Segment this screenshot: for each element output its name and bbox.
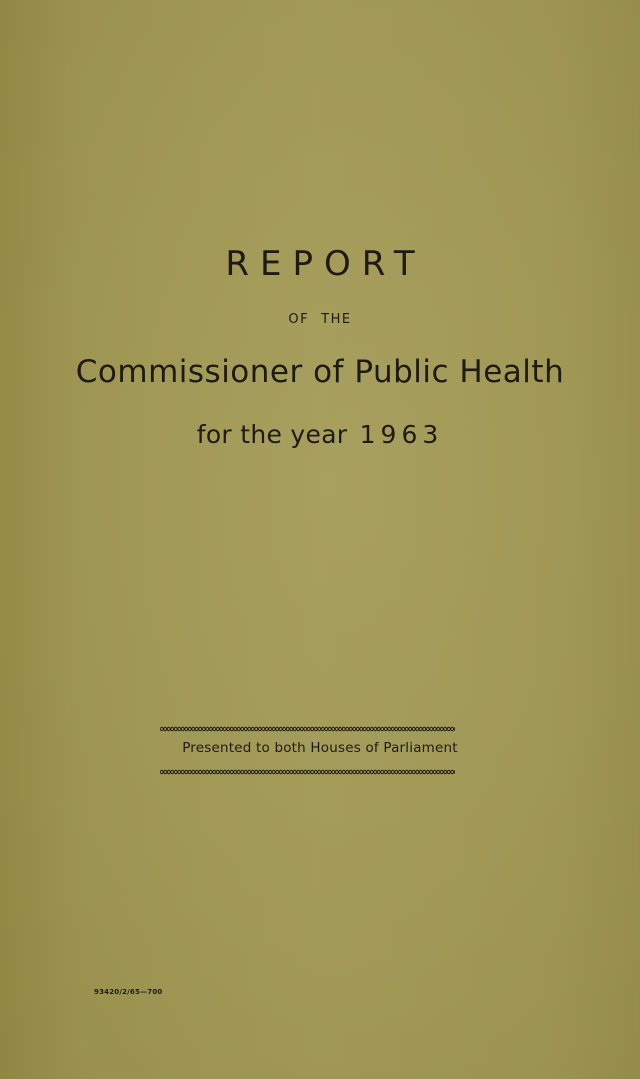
print-code: 93420/2/65—700	[94, 988, 163, 996]
ornament-rule-bottom	[160, 767, 455, 777]
report-title: Commissioner of Public Health	[75, 354, 565, 390]
report-heading: REPORT	[225, 244, 426, 284]
year-line	[0, 420, 640, 449]
presented-line: Presented to both Houses of Parliament	[182, 740, 458, 756]
of-word: OF	[288, 312, 310, 327]
year-prefix: for the year	[196, 420, 348, 449]
report-year: 1963	[359, 420, 444, 449]
ornament-rule-top	[160, 724, 455, 734]
of-the-line	[0, 312, 640, 327]
the-word: THE	[321, 312, 352, 327]
